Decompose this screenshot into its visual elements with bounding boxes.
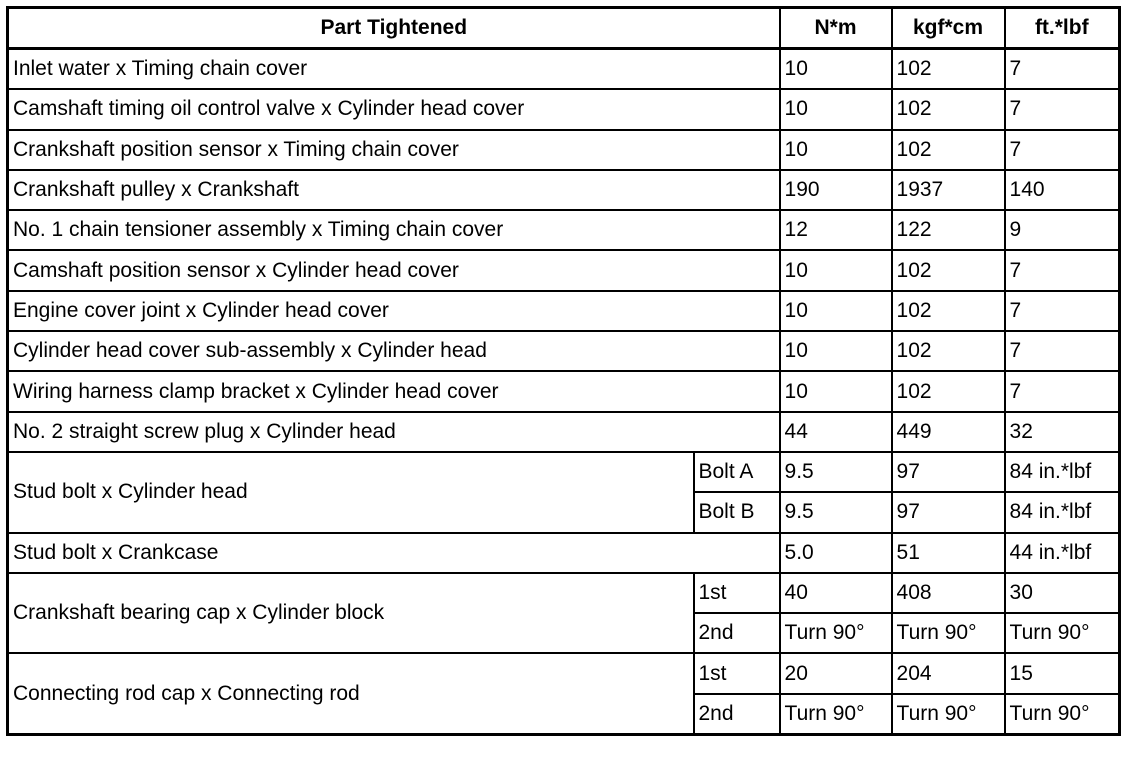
header-nm: N*m xyxy=(780,8,892,49)
header-part-tightened: Part Tightened xyxy=(8,8,780,49)
nm-cell: 9.5 xyxy=(780,492,892,532)
nm-cell: 10 xyxy=(780,130,892,170)
ftlbf-cell: 30 xyxy=(1005,573,1120,613)
kgfcm-cell: 1937 xyxy=(892,170,1005,210)
ftlbf-cell: 7 xyxy=(1005,130,1120,170)
part-cell: Inlet water x Timing chain cover xyxy=(8,49,780,90)
kgfcm-cell: 449 xyxy=(892,412,1005,452)
ftlbf-cell: 44 in.*lbf xyxy=(1005,533,1120,573)
part-cell: Connecting rod cap x Connecting rod xyxy=(8,653,694,734)
ftlbf-cell: 15 xyxy=(1005,653,1120,693)
table-row xyxy=(8,412,1120,452)
torque-spec-table-container xyxy=(6,6,1121,736)
part-cell: No. 2 straight screw plug x Cylinder head xyxy=(8,412,780,452)
table-row xyxy=(8,49,1120,90)
part-cell: Crankshaft pulley x Crankshaft xyxy=(8,170,780,210)
sub-cell: Bolt A xyxy=(694,452,780,492)
table-row xyxy=(8,573,1120,613)
ftlbf-cell: Turn 90° xyxy=(1005,613,1120,653)
kgfcm-cell: 102 xyxy=(892,130,1005,170)
nm-cell: 190 xyxy=(780,170,892,210)
nm-cell: 10 xyxy=(780,250,892,290)
nm-cell: 9.5 xyxy=(780,452,892,492)
nm-cell: 12 xyxy=(780,210,892,250)
kgfcm-cell: Turn 90° xyxy=(892,613,1005,653)
kgfcm-cell: 102 xyxy=(892,291,1005,331)
table-row xyxy=(8,210,1120,250)
nm-cell: 20 xyxy=(780,653,892,693)
part-cell: Camshaft position sensor x Cylinder head cover xyxy=(8,250,780,290)
kgfcm-cell: 97 xyxy=(892,452,1005,492)
table-row xyxy=(8,250,1120,290)
kgfcm-cell: 122 xyxy=(892,210,1005,250)
ftlbf-cell: Turn 90° xyxy=(1005,694,1120,735)
part-cell: Crankshaft bearing cap x Cylinder block xyxy=(8,573,694,654)
table-row xyxy=(8,170,1120,210)
header-kgfcm: kgf*cm xyxy=(892,8,1005,49)
kgfcm-cell: 204 xyxy=(892,653,1005,693)
nm-cell: 40 xyxy=(780,573,892,613)
sub-cell: 1st xyxy=(694,653,780,693)
kgfcm-cell: 102 xyxy=(892,89,1005,129)
ftlbf-cell: 140 xyxy=(1005,170,1120,210)
ftlbf-cell: 7 xyxy=(1005,49,1120,90)
nm-cell: 5.0 xyxy=(780,533,892,573)
ftlbf-cell: 84 in.*lbf xyxy=(1005,452,1120,492)
kgfcm-cell: 102 xyxy=(892,250,1005,290)
table-row xyxy=(8,291,1120,331)
nm-cell: 10 xyxy=(780,331,892,371)
part-cell: Camshaft timing oil control valve x Cylinder head cover xyxy=(8,89,780,129)
part-cell: Crankshaft position sensor x Timing chain cover xyxy=(8,130,780,170)
ftlbf-cell: 9 xyxy=(1005,210,1120,250)
kgfcm-cell: 102 xyxy=(892,331,1005,371)
nm-cell: 44 xyxy=(780,412,892,452)
table-row xyxy=(8,89,1120,129)
kgfcm-cell: 408 xyxy=(892,573,1005,613)
table-row xyxy=(8,653,1120,693)
ftlbf-cell: 7 xyxy=(1005,291,1120,331)
part-cell: Cylinder head cover sub-assembly x Cylinder head xyxy=(8,331,780,371)
header-row xyxy=(8,8,1120,49)
ftlbf-cell: 7 xyxy=(1005,371,1120,411)
kgfcm-cell: 102 xyxy=(892,371,1005,411)
part-cell: No. 1 chain tensioner assembly x Timing chain cover xyxy=(8,210,780,250)
nm-cell: Turn 90° xyxy=(780,694,892,735)
torque-spec-table xyxy=(6,6,1121,736)
nm-cell: 10 xyxy=(780,371,892,411)
nm-cell: 10 xyxy=(780,89,892,129)
ftlbf-cell: 7 xyxy=(1005,89,1120,129)
sub-cell: 2nd xyxy=(694,613,780,653)
ftlbf-cell: 84 in.*lbf xyxy=(1005,492,1120,532)
part-cell: Stud bolt x Crankcase xyxy=(8,533,780,573)
ftlbf-cell: 32 xyxy=(1005,412,1120,452)
nm-cell: 10 xyxy=(780,49,892,90)
kgfcm-cell: 97 xyxy=(892,492,1005,532)
ftlbf-cell: 7 xyxy=(1005,250,1120,290)
part-cell: Engine cover joint x Cylinder head cover xyxy=(8,291,780,331)
sub-cell: 1st xyxy=(694,573,780,613)
table-row xyxy=(8,130,1120,170)
ftlbf-cell: 7 xyxy=(1005,331,1120,371)
header-ftlbf: ft.*lbf xyxy=(1005,8,1120,49)
kgfcm-cell: Turn 90° xyxy=(892,694,1005,735)
part-cell: Stud bolt x Cylinder head xyxy=(8,452,694,533)
kgfcm-cell: 102 xyxy=(892,49,1005,90)
sub-cell: 2nd xyxy=(694,694,780,735)
table-row xyxy=(8,331,1120,371)
table-row xyxy=(8,371,1120,411)
part-cell: Wiring harness clamp bracket x Cylinder head cover xyxy=(8,371,780,411)
table-row xyxy=(8,452,1120,492)
nm-cell: 10 xyxy=(780,291,892,331)
table-row xyxy=(8,533,1120,573)
kgfcm-cell: 51 xyxy=(892,533,1005,573)
nm-cell: Turn 90° xyxy=(780,613,892,653)
sub-cell: Bolt B xyxy=(694,492,780,532)
